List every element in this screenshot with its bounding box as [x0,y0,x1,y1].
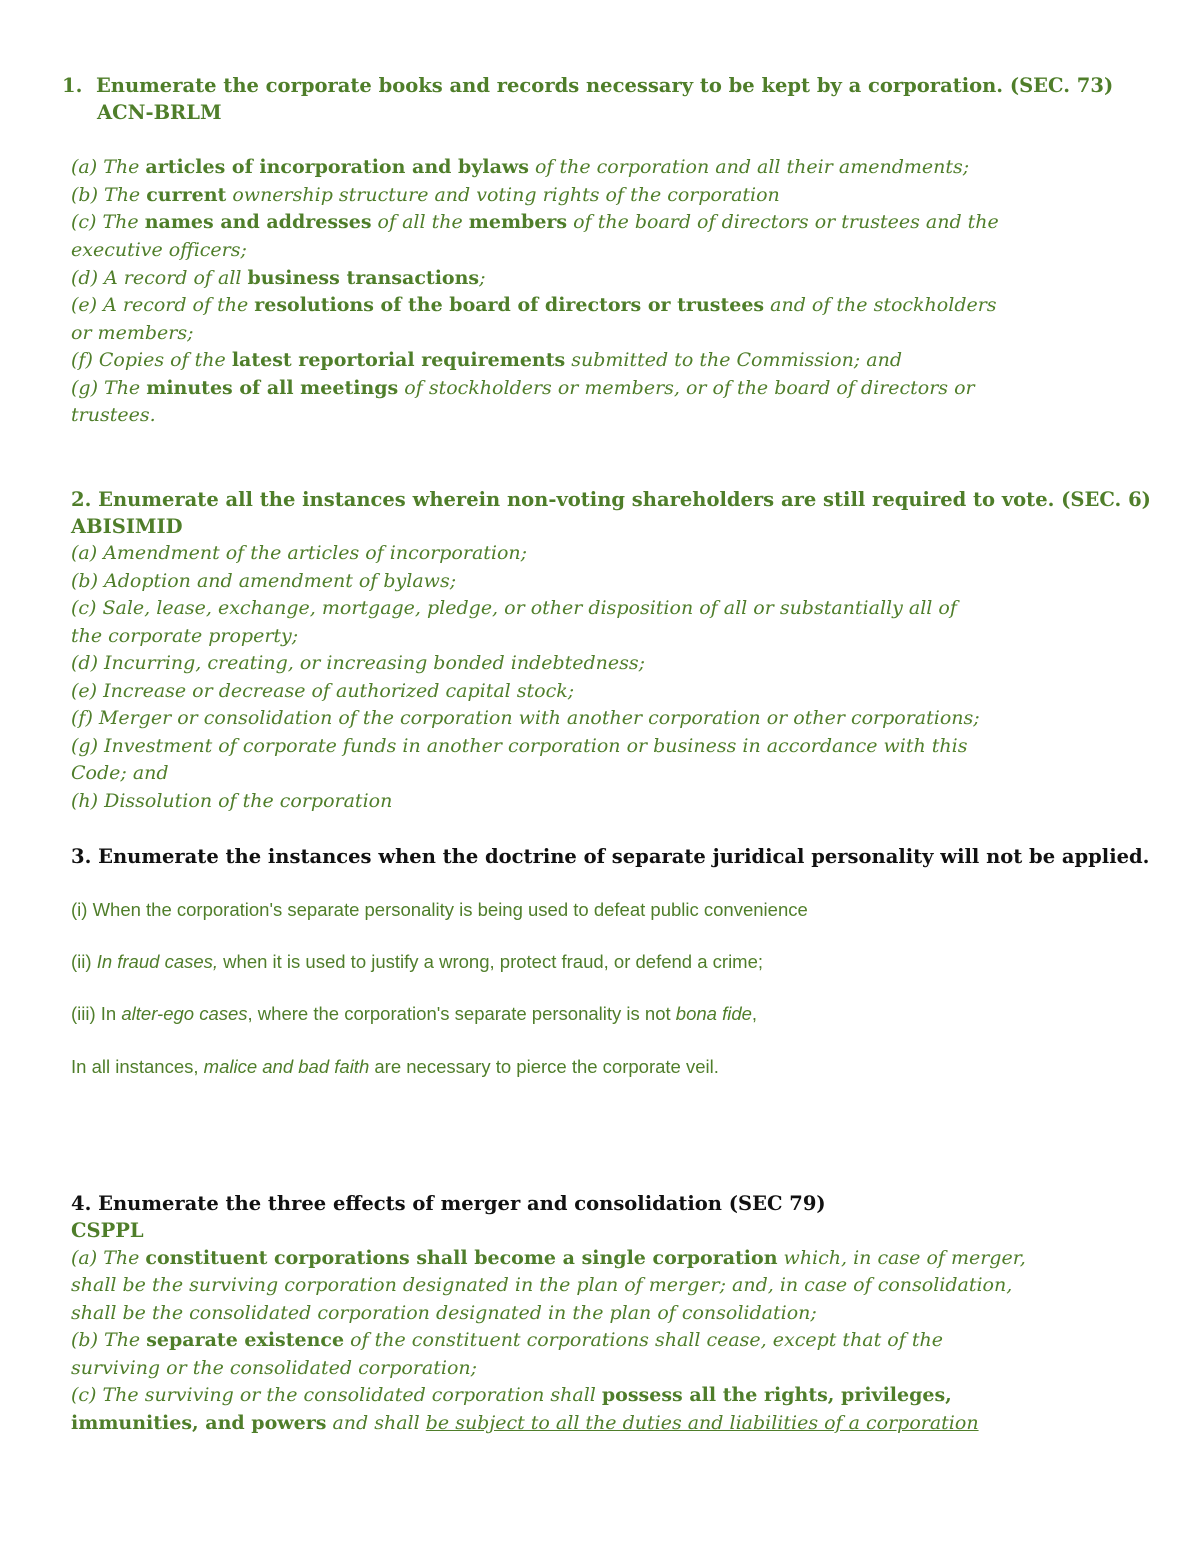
q2-heading: 2. Enumerate all the instances wherein non-voting shareholders are still required to vote. (SEC. 6) [71,488,1151,511]
q1-question: Enumerate the corporate books and records necessary to be kept by a corporation. (SEC. 73) [95,74,1114,97]
q2-item: (a) Amendment of the articles of incorporation; [71,542,528,564]
q1-mnemonic: ACN-BRLM [97,101,222,124]
q4-mnemonic: CSPPL [71,1219,144,1242]
q3-note: In all instances, malice and bad faith are necessary to pierce the corporate veil. [71,1056,719,1077]
q4-heading: 4. Enumerate the three effects of merger and consolidation (SEC 79) [71,1192,826,1215]
q3-heading: 3. Enumerate the instances when the doctrine of separate juridical personality will not be applied. [71,845,1150,868]
q2-item: (h) Dissolution of the corporation [71,790,393,812]
q1-item-a: (a) The articles of incorporation and bylaws of the corporation and all their amendments; [71,156,970,178]
q2-item: (e) Increase or decrease of authorized capital stock; [71,680,575,702]
q1-item-e: (e) A record of the resolutions of the board of directors or trustees and of the stockholders [71,294,997,316]
q2-item: (g) Investment of corporate funds in another corporation or business in accordance with this [71,735,968,757]
q1-item-g: (g) The minutes of all meetings of stockholders or members, or of the board of directors or [71,377,975,399]
q1-item-f: (f) Copies of the latest reportorial requirements submitted to the Commission; and [71,349,902,371]
q3-item-i: (i) When the corporation's separate personality is being used to defeat public convenience [71,899,808,920]
q1-item-g-cont: trustees. [71,404,156,426]
q1-item-b: (b) The current ownership structure and voting rights of the corporation [71,184,780,206]
q4-item-c-cont: immunities, and powers and shall be subject to all the duties and liabilities of a corporation [71,1412,979,1434]
q4-item-c: (c) The surviving or the consolidated corporation shall possess all the rights, privileges, [71,1384,952,1406]
q2-item: (b) Adoption and amendment of bylaws; [71,570,457,592]
q1-number: 1. [62,74,83,97]
q2-mnemonic: ABISIMID [71,515,183,538]
q3-item-iii: (iii) In alter-ego cases, where the corporation's separate personality is not bona fide, [71,1003,758,1024]
q4-item-a: (a) The constituent corporations shall become a single corporation which, in case of merger, [71,1247,1026,1269]
q2-item: (d) Incurring, creating, or increasing bonded indebtedness; [71,652,646,674]
q4-item-a-cont: shall be the surviving corporation designated in the plan of merger; and, in case of consolidation, [71,1274,1013,1296]
q4-item-b-cont: surviving or the consolidated corporation; [71,1357,478,1379]
q2-item: Code; and [71,762,169,784]
q2-item: (c) Sale, lease, exchange, mortgage, pledge, or other disposition of all or substantially all of [71,597,957,619]
q1-item-c-cont: executive officers; [71,239,247,261]
q1-item-e-cont: or members; [71,322,194,344]
q1-item-c: (c) The names and addresses of all the members of the board of directors or trustees and the [71,211,999,233]
q4-item-b: (b) The separate existence of the constituent corporations shall cease, except that of the [71,1329,943,1351]
q3-item-ii: (ii) In fraud cases, when it is used to justify a wrong, protect fraud, or defend a crime; [71,951,764,972]
q1-item-d: (d) A record of all business transactions; [71,267,486,289]
q1-heading [62,72,1113,99]
q2-item: (f) Merger or consolidation of the corporation with another corporation or other corporations; [71,707,980,729]
q2-item: the corporate property; [71,625,299,647]
q4-item-a-cont: shall be the consolidated corporation designated in the plan of consolidation; [71,1302,817,1324]
